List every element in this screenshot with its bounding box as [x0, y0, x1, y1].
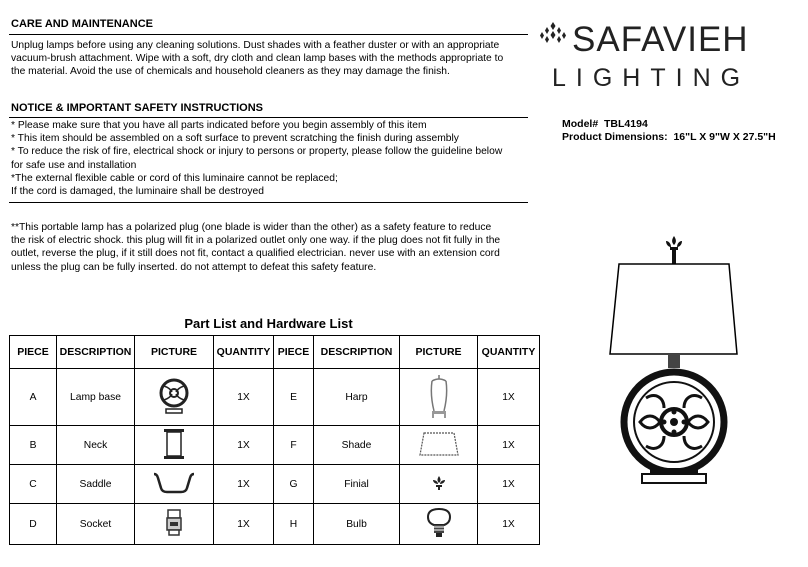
care-line: vacuum-brush attachment. Wipe with a soft, dry cloth and clean lamp bases with the methods appropriate to: [11, 53, 504, 65]
chandelier-logo-icon: [538, 20, 568, 50]
piece-cell: G: [274, 465, 314, 504]
safety-line: for safe use and installation: [11, 159, 137, 171]
care-line: Unplug lamps before using any cleaning solutions. Dust shades with a feather duster or with an appropriate: [11, 40, 500, 51]
column-header: PICTURE: [400, 336, 478, 369]
description-cell: Shade: [314, 426, 400, 465]
piece-cell: C: [10, 465, 57, 504]
description-cell: Neck: [57, 426, 135, 465]
brand-sub: LIGHTING: [552, 64, 751, 92]
description-cell: Lamp base: [57, 369, 135, 426]
quantity-cell: 1X: [214, 426, 274, 465]
saddle-icon: [151, 470, 197, 496]
picture-cell: [400, 426, 478, 465]
description-cell: Saddle: [57, 465, 135, 504]
model-value: TBL4194: [604, 118, 648, 130]
column-header: PICTURE: [135, 336, 214, 369]
safety-line: * Please make sure that you have all parts indicated before you begin assembly of this item: [11, 120, 427, 131]
plug-text: [11, 221, 500, 274]
lamp-illustration: [600, 230, 740, 495]
safety-line: * This item should be assembled on a soft surface to prevent scratching the finish during assembly: [11, 133, 459, 145]
safety-bottom-divider: [9, 202, 528, 203]
description-cell: Bulb: [314, 504, 400, 545]
care-heading: CARE AND MAINTENANCE: [11, 18, 153, 30]
piece-cell: D: [10, 504, 57, 545]
picture-cell: [400, 504, 478, 545]
table-row: [10, 369, 540, 426]
column-header: DESCRIPTION: [314, 336, 400, 369]
parts-table-title: Part List and Hardware List: [184, 316, 353, 331]
plug-line: outlet, reverse the plug, if it still does not fit, contact a qualified electrician. never use with an extension cord: [11, 248, 500, 260]
quantity-cell: 1X: [214, 369, 274, 426]
safety-line: *The external flexible cable or cord of this luminaire cannot be replaced;: [11, 172, 338, 184]
quantity-cell: 1X: [214, 504, 274, 545]
table-row: [10, 465, 540, 504]
parts-table: [9, 335, 540, 545]
description-cell: Harp: [314, 369, 400, 426]
column-header: QUANTITY: [214, 336, 274, 369]
column-header: PIECE: [10, 336, 57, 369]
quantity-cell: 1X: [478, 504, 540, 545]
quantity-cell: 1X: [478, 426, 540, 465]
plug-line: unless the plug can be fully inserted. do not attempt to defeat this safety feature.: [11, 261, 377, 273]
picture-cell: [400, 369, 478, 426]
finial-icon: [431, 475, 447, 491]
care-text: [11, 39, 503, 79]
safety-text: [11, 119, 502, 198]
picture-cell: [135, 465, 214, 504]
harp-icon: [426, 373, 452, 419]
picture-cell: [400, 465, 478, 504]
dims-value: 16"L X 9"W X 27.5"H: [673, 131, 776, 143]
care-divider: [9, 34, 528, 35]
lamp-base-icon: [157, 376, 191, 416]
table-header-row: [10, 336, 540, 369]
column-header: PIECE: [274, 336, 314, 369]
piece-cell: B: [10, 426, 57, 465]
neck-icon: [161, 427, 187, 461]
socket-icon: [165, 508, 183, 538]
safety-line: * To reduce the risk of fire, electrical shock or injury to persons or property, please follow the guideline below: [11, 146, 503, 158]
column-header: DESCRIPTION: [57, 336, 135, 369]
dims-label: Product Dimensions:: [562, 131, 668, 143]
brand-name: SAFAVIEH: [572, 20, 749, 59]
table-row: [10, 426, 540, 465]
quantity-cell: 1X: [478, 465, 540, 504]
piece-cell: E: [274, 369, 314, 426]
quantity-cell: 1X: [214, 465, 274, 504]
description-cell: Finial: [314, 465, 400, 504]
picture-cell: [135, 369, 214, 426]
shade-icon: [417, 430, 461, 458]
product-dimensions: [562, 131, 776, 143]
safety-divider: [9, 117, 528, 118]
model-label: Model#: [562, 118, 599, 130]
piece-cell: A: [10, 369, 57, 426]
picture-cell: [135, 426, 214, 465]
model-number: [562, 118, 648, 130]
piece-cell: F: [274, 426, 314, 465]
picture-cell: [135, 504, 214, 545]
description-cell: Socket: [57, 504, 135, 545]
plug-line: the risk of electric shock. this plug will fit in a polarized outlet only one way. if the plug does not fit fully in the: [11, 235, 501, 247]
safety-line: If the cord is damaged, the luminaire shall be destroyed: [11, 186, 264, 198]
safety-heading: NOTICE & IMPORTANT SAFETY INSTRUCTIONS: [11, 102, 263, 114]
column-header: QUANTITY: [478, 336, 540, 369]
piece-cell: H: [274, 504, 314, 545]
bulb-icon: [425, 507, 453, 539]
care-line: the material. Avoid the use of chemicals and household cleaners as they may damage the finish.: [11, 66, 450, 78]
plug-line: **This portable lamp has a polarized plug (one blade is wider than the other) as a safety feature to reduce: [11, 222, 492, 233]
quantity-cell: 1X: [478, 369, 540, 426]
table-row: [10, 504, 540, 545]
